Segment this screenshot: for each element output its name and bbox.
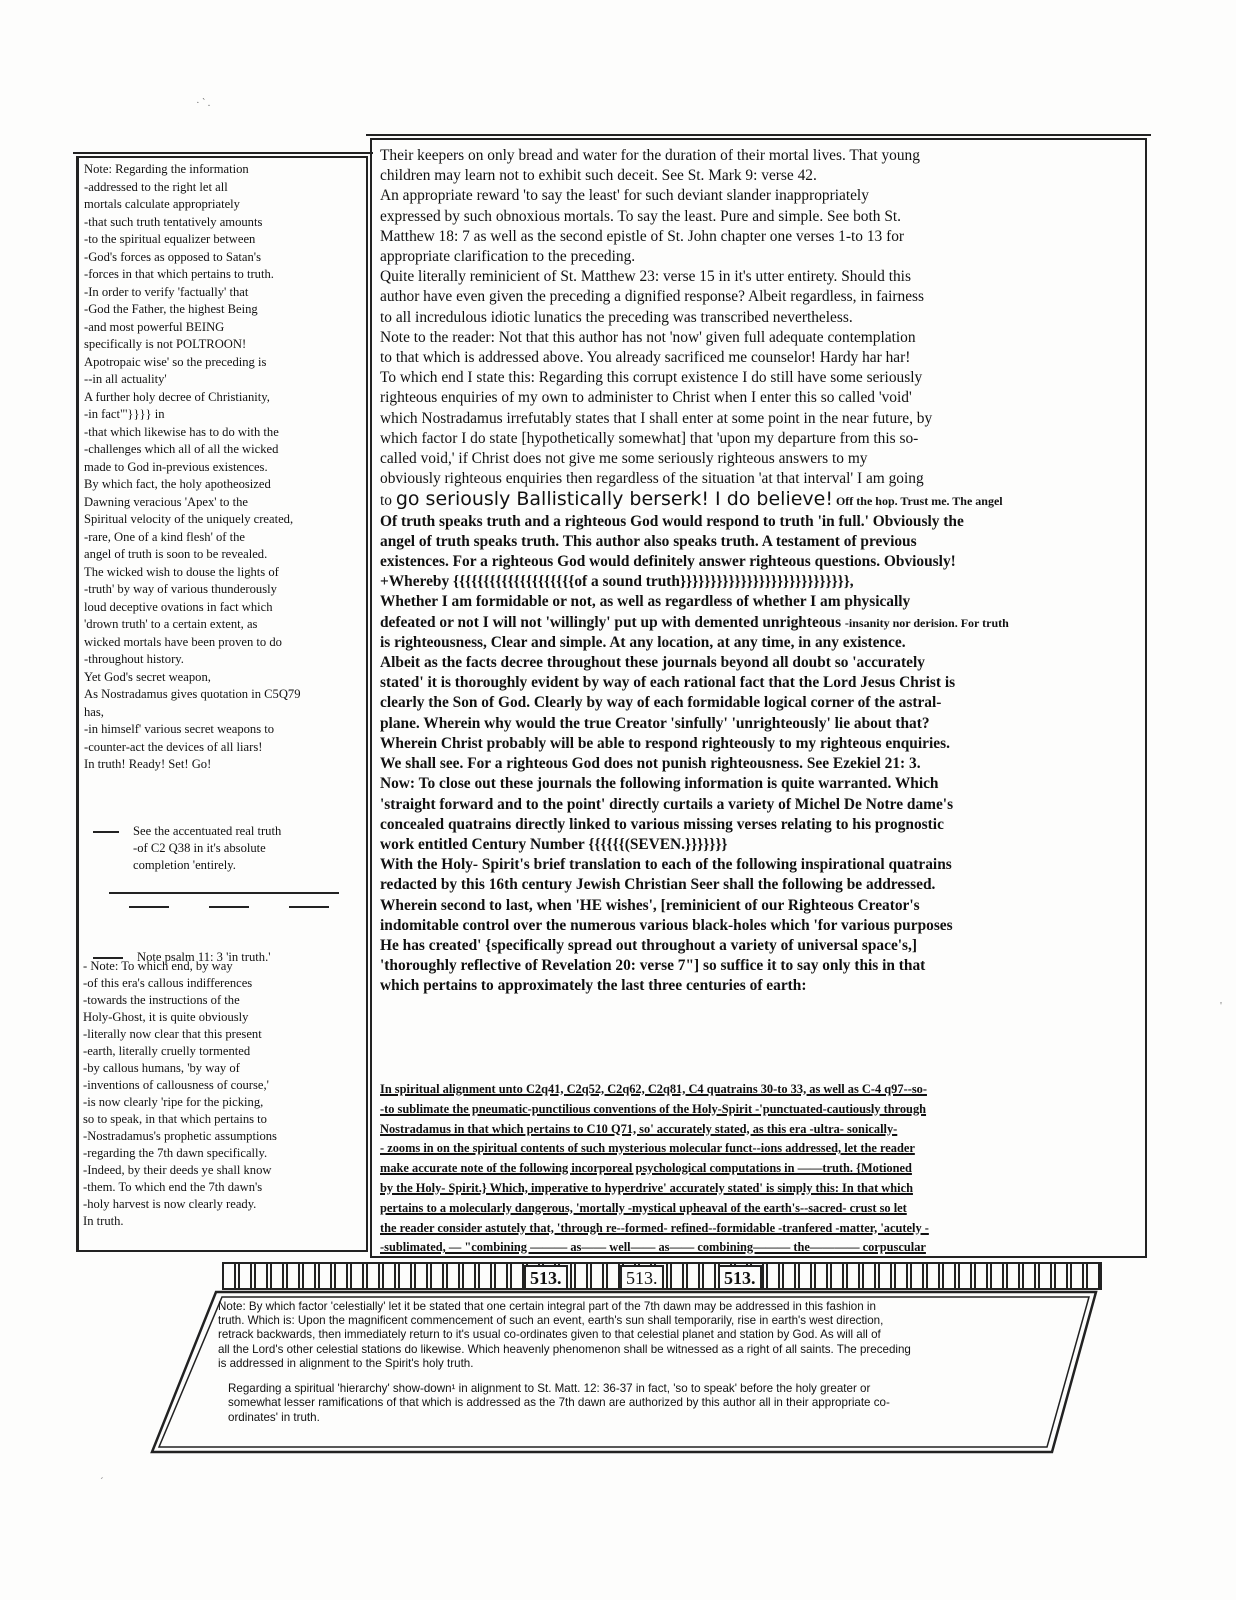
big-line: go seriously Ballistically berserk! I do believe! bbox=[395, 488, 833, 511]
divider-dashes bbox=[109, 892, 349, 912]
left-main-note: Note: Regarding the information -addressed to the right let all mortals calculate appropriately -that such truth tentatively amounts -to the spiritual equalizer between -God's forces as opposed to Satan's -forces in that which pertains to truth. -In order to verify 'factually' that -God the Father, the highest Being -and most powerful BEING specifically is not POLTROON! Apotropaic wise' so the preceding is --in all actuality' A further holy decree of Christianity, -in fact"'}}}} in -that which likewise has to do with the -challenges which all of all the wicked made to God in-previous existences. By which fact, the holy apotheosized Dawning veracious 'Apex' to the Spiritual velocity of the uniquely created, -rare, One of a kind flesh' of the angel of truth is soon to be revealed. The wicked wish to douse the lights of -truth' by way of various thunderously loud deceptive ovations in fact which 'drown truth' to a certain extent, as wicked mortals have been proven to do -throughout history. Yet God's secret weapon, As Nostradamus gives quotation in C5Q79 has, -in himself' various secret weapons to -counter-act the devices of all liars! In truth! Ready! Set! Go! bbox=[84, 162, 301, 771]
frame-rule bbox=[73, 152, 373, 154]
main-para-4: is righteousness, Clear and simple. At any location, at any time, in any existence. Albeit as the facts decree throughout these journals beyond all doubt so 'accurately stated' it is thoroughly evident by way of each rational fact that the Lord Jesus Christ is clearly the Son of God. Clearly by way of each formidable logical corner of the astral- plane. Wherein why would the true Creator 'sinfully' 'unrighteously' lie about that? Wherein Christ probably will be able to respond righteously to my righteous enquiries. We shall see. For a righteous God does not punish righteousness. See Ezekiel 21: 3. Now: To close out these journals the following information is quite warranted. Which 'straight forward and to the point' directly curtails a variety of Michel De Notre dame's concealed quatrains directly linked to various missing verses relating to his prognostic work entitled Century Number {{{{{{(SEVEN.}}}}}}} With the Holy- Spirit's brief translation to each of the following inspirational quatrains redacted by this 16th century Jewish Christian Seer shall the following be addressed. Wherein second to last, when 'HE wishes', [reminicient of our Righteous Creator's indomitable control over the numerous various black-holes which 'for various purposes He has created' {specifically spread out throughout a variety of universal space's,] 'thoroughly reflective of Revelation 20: verse 7"] so suffice it to say only this in that which pertains to approximately the last three centuries of earth: bbox=[380, 633, 956, 995]
accentuated-note-text: See the accentuated real truth -of C2 Q38 in it's absolute completion 'entirely. bbox=[133, 824, 282, 872]
big-line-suffix: Off the hop. Trust me. The angel bbox=[832, 494, 1003, 509]
main-para-2: Of truth speaks truth and a righteous God would respond to truth 'in full.' Obviously the angel of truth speaks truth. This author also speaks truth. A testament of previous existences. For a righteous God would definitely answer righteous questions. Obviously! +Whereby {{{{{{{{{{{{{{{{{{{{of a sound truth}}}}}}}}}}}}}}}}}}}}}}}}}}}}, bbox=[380, 512, 964, 591]
main-para-1: Their keepers on only bread and water for the duration of their mortal lives. That young children may learn not to exhibit such deceit. See St. Mark 9: verse 42. An appropriate reward 'to say the least' for such deviant slander inappropriately expressed by such obnoxious mortals. To say the least. Pure and simple. See both St. Matthew 18: 7 as well as the second epistle of St. John chapter one verses 1-to 13 for appropriate clarification to the preceding. Quite literally reminicient of St. Matthew 23: verse 15 in it's utter entirety. Should this author have even given the preceding a dignified response? Albeit regardless, in fairness to all incredulous idiotic lunatics the preceding was transcribed nevertheless. Note to the reader: Not that this author has not 'now' given full adequate contemplation to that which is addressed above. You already sacrificed me counselor! Hardy har har! To which end I state this: Regarding this corrupt existence I do still have some seriously righteous enquiries of my own to administer to Christ when I enter this so called 'void' which Nostradamus irrefutably states that I shall enter at some point in the near future, by which factor I do state [hypothetically somewhat] that 'upon my departure from this so- called void,' if Christ does not give me some seriously righteous answers to my obviously righteous enquiries then regardless of the situation 'at that interval' I am going bbox=[380, 147, 933, 488]
frame-rule bbox=[366, 134, 1151, 140]
scan-speck: ´ bbox=[100, 1476, 104, 1488]
bottom-note-para-1: Note: By which factor 'celestially' let it be stated that one certain integral part of the 7th dawn may be addressed in this fashion in truth. Which is: Upon the magnificent commencement of such an event, earth's sun shall temporarily, rise in earth's west direction, retrack backwards, then immediately return to it's usual co-ordinates given to that celestial planet and station by God. As will all of all the Lord's other celestial stations do likewise. Which heavenly phenomenon shall be witnessed as a right of all saints. The preceding is addressed in alignment to the Spirit's holy truth. bbox=[218, 1300, 911, 1370]
main-para-3-small: -insanity nor derision. For truth bbox=[844, 615, 1009, 630]
main-text-panel bbox=[370, 138, 1147, 1258]
scan-speck: · ‵ . bbox=[196, 97, 211, 109]
psalm-note-text: Note psalm 11: 3 'in truth.' bbox=[137, 950, 271, 964]
page-number: 513. bbox=[718, 1265, 762, 1290]
underlined-quatrain-block: In spiritual alignment unto C2q41, C2q52, C2q62, C2q81, C4 quatrains 30-to 33, as well as C-4 q97--so- -to sublimate the pneumatic-punctilious conventions of the Holy-Spirit -'punctuated-cautiously through Nostradamus in that which pertains to C10 Q71, so' accurately stated, as this era -ultra- sonically- - zooms in on the spiritual contents of such mysterious molecular funct--ions addressed, let the reader make accurate note of the following incorporeal psychological computations in ——truth. {Motioned by the Holy- Spirit.} Which, imperative to hyperdrive' accurately stated' is simply this: In that which pertains to a molecularly dangerous, 'mortally -mystical upheaval of the earth's--sacred- crust so let the reader consider astutely that, 'through re--formed- refined--formidable -tranfered -matter, 'acutely - -sublimated, — "combining ——— as—— well—— as—— combining——— the———— corpuscular bbox=[380, 1082, 929, 1255]
page-number-strip bbox=[222, 1262, 1102, 1290]
dash-mark bbox=[93, 831, 119, 833]
accentuated-note bbox=[93, 806, 353, 874]
main-body-text bbox=[380, 146, 1140, 997]
bottom-note-para-2: Regarding a spiritual 'hierarchy' show-down¹ in alignment to St. Matt. 12: 36-37 in fact, 'so to speak' before the holy greater or somewhat lesser ramifications of that which is addressed as the 7th dawn are authorized by this author all in their appropriate co- ordinates' in truth. bbox=[228, 1382, 890, 1424]
main-para-3: Whether I am formidable or not, as well as regardless of whether I am physically defeated or not I will not 'willingly' put up with demented unrighteous bbox=[380, 593, 911, 631]
left-column-frame bbox=[76, 156, 368, 1252]
lower-note: - Note: To which end, by way -of this era's callous indifferences -towards the instructions of the Holy-Ghost, it is quite obviously -literally now clear that this present -earth, literally cruelly tormented -by callous humans, 'by way of -inventions of callousness of course,' -is now clearly 'ripe for the picking, so to speak, in that which pertains to -Nostradamus's prophetic assumptions -regarding the 7th dawn specifically. -Indeed, by their deeds ye shall know -them. To which end the 7th dawn's -holy harvest is now clearly ready. In truth. bbox=[83, 959, 277, 1228]
bottom-note-frame bbox=[150, 1290, 1100, 1456]
page-number: 513. bbox=[524, 1265, 568, 1290]
page-number: 513. bbox=[620, 1265, 664, 1290]
big-line-prefix: to bbox=[380, 492, 396, 510]
scan-speck: ' bbox=[1220, 1000, 1222, 1012]
